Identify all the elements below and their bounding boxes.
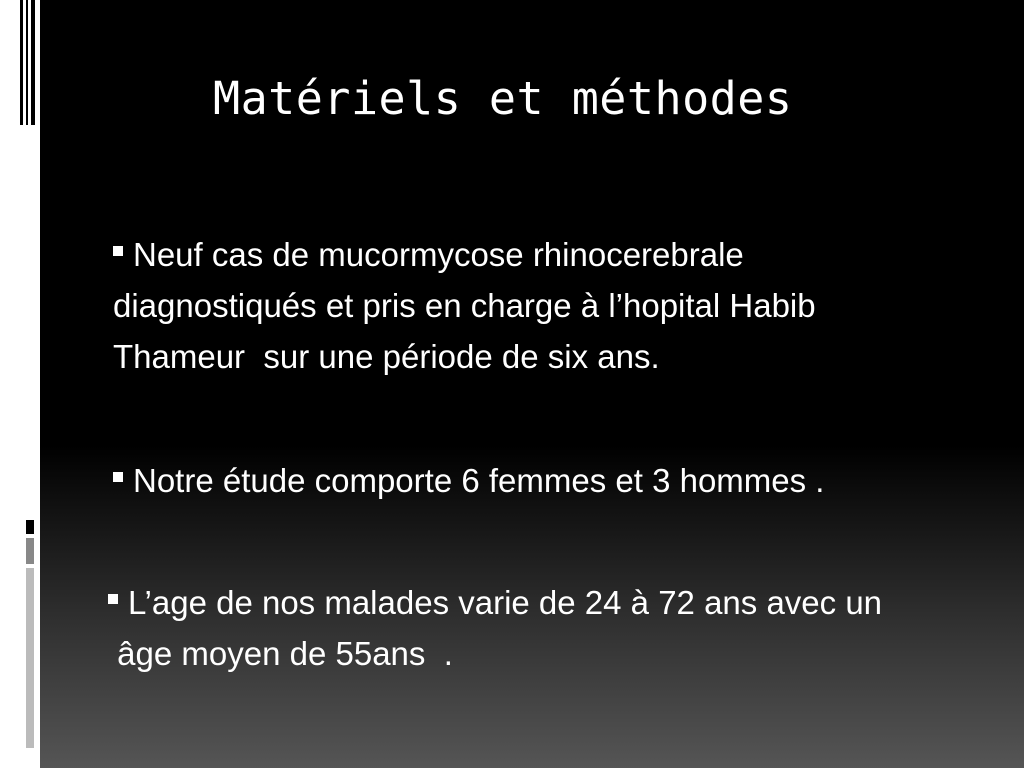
- strip-line-pattern: [18, 0, 40, 125]
- strip-marks: [26, 500, 40, 768]
- slide-title: Matériels et méthodes: [213, 72, 793, 125]
- bullet-item-3: [108, 577, 1024, 679]
- square-bullet-icon: [108, 594, 118, 604]
- bullet-line: âge moyen de 55ans .: [108, 635, 453, 672]
- bullet-line: Thameur sur une période de six ans.: [113, 338, 660, 375]
- bullet-line: diagnostiqués et pris en charge à l’hopital Habib: [113, 287, 816, 324]
- square-bullet-icon: [113, 472, 123, 482]
- square-bullet-icon: [113, 246, 123, 256]
- bullet-line: Neuf cas de mucormycose rhinocerebrale: [113, 229, 1013, 280]
- left-decorative-strip: [0, 0, 40, 768]
- bullet-item-1: [113, 229, 1013, 382]
- bullet-line: Notre étude comporte 6 femmes et 3 hommes .: [113, 455, 1013, 506]
- slide: [40, 0, 1024, 768]
- bullet-line: L’age de nos malades varie de 24 à 72 ans avec un: [108, 577, 1024, 628]
- bullet-item-2: [113, 455, 1013, 506]
